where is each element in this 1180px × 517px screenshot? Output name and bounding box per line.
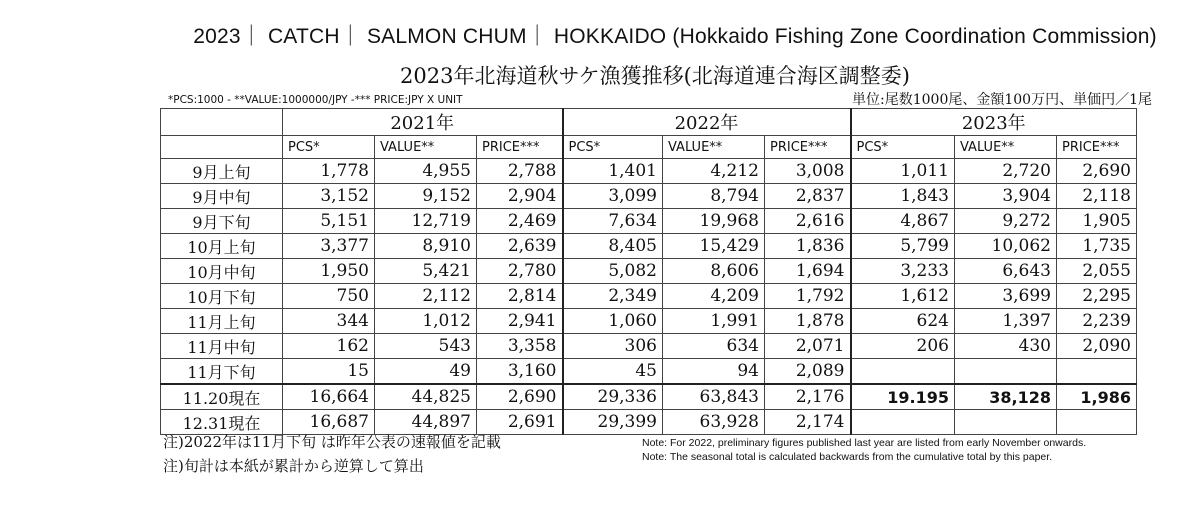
table-row xyxy=(161,284,1137,309)
data-cell: 3,160 xyxy=(477,359,563,385)
metric-header: PRICE*** xyxy=(477,136,563,159)
row-label-jp: 10月中旬 xyxy=(161,259,283,284)
data-cell: 1,986 xyxy=(1057,384,1137,410)
row-label-jp: 11月上旬 xyxy=(161,309,283,334)
data-cell: 5,082 xyxy=(563,259,663,284)
table-row xyxy=(161,359,1137,385)
data-cell xyxy=(851,410,955,435)
data-cell: 8,405 xyxy=(563,234,663,259)
data-cell: 1,011 xyxy=(851,159,955,184)
data-cell: 2,904 xyxy=(477,184,563,209)
data-cell: 5,421 xyxy=(375,259,477,284)
data-cell: 750 xyxy=(283,284,375,309)
note-jp-1: 注)2022年は11月下旬 は昨年公表の速報値を記載 xyxy=(163,433,501,451)
data-cell: 1,612 xyxy=(851,284,955,309)
units-legend-japanese: 単位:尾数1000尾、金額100万円、単価円／1尾 xyxy=(852,92,1152,108)
note-en-1: Note: For 2022, preliminary figures published last year are listed from early November onwards. xyxy=(642,437,1087,449)
data-cell: 5,799 xyxy=(851,234,955,259)
metric-header: PCS* xyxy=(851,136,955,159)
data-cell: 10,062 xyxy=(955,234,1057,259)
data-cell: 162 xyxy=(283,334,375,359)
data-cell: 1,950 xyxy=(283,259,375,284)
data-cell: 29,336 xyxy=(563,384,663,410)
data-cell: 2,055 xyxy=(1057,259,1137,284)
units-legend-english: *PCS:1000 - **VALUE:1000000/JPY -*** PRICE:JPY X UNIT xyxy=(168,94,463,106)
data-cell: 2,089 xyxy=(765,359,851,385)
row-label-jp: 10月上旬 xyxy=(161,234,283,259)
note-en-2: Note: The seasonal total is calculated backwards from the cumulative total by this paper. xyxy=(642,451,1053,463)
data-cell: 1,991 xyxy=(663,309,765,334)
data-cell: 1,778 xyxy=(283,159,375,184)
data-cell: 1,792 xyxy=(765,284,851,309)
data-cell: 15 xyxy=(283,359,375,385)
data-cell: 1,843 xyxy=(851,184,955,209)
note-jp-2: 注)旬計は本紙が累計から逆算して算出 xyxy=(163,457,424,475)
corner-cell xyxy=(161,109,283,136)
metric-header: VALUE** xyxy=(663,136,765,159)
data-cell xyxy=(955,359,1057,385)
row-label-jp: 11月下旬 xyxy=(161,359,283,385)
japanese-title: 2023年北海道秋サケ漁獲推移(北海道連合海区調整委) xyxy=(400,64,910,88)
data-cell: 2,349 xyxy=(563,284,663,309)
data-cell: 1,694 xyxy=(765,259,851,284)
year-header: 2023年 xyxy=(851,109,1137,136)
table-row xyxy=(161,309,1137,334)
data-cell: 3,008 xyxy=(765,159,851,184)
data-cell: 2,469 xyxy=(477,209,563,234)
data-cell: 63,928 xyxy=(663,410,765,435)
data-cell: 9,152 xyxy=(375,184,477,209)
data-cell: 19,968 xyxy=(663,209,765,234)
data-cell: 2,239 xyxy=(1057,309,1137,334)
metric-header: VALUE** xyxy=(955,136,1057,159)
data-cell: 6,643 xyxy=(955,259,1057,284)
row-label-jp: 11月中旬 xyxy=(161,334,283,359)
metric-header: VALUE** xyxy=(375,136,477,159)
row-label-jp: 9月下旬 xyxy=(161,209,283,234)
data-cell: 624 xyxy=(851,309,955,334)
data-cell: 1,878 xyxy=(765,309,851,334)
data-cell: 2,090 xyxy=(1057,334,1137,359)
row-label-jp: 9月中旬 xyxy=(161,184,283,209)
data-cell: 2,691 xyxy=(477,410,563,435)
data-cell: 2,720 xyxy=(955,159,1057,184)
data-cell: 5,151 xyxy=(283,209,375,234)
data-cell: 2,780 xyxy=(477,259,563,284)
metric-header: PRICE*** xyxy=(1057,136,1137,159)
data-cell: 2,941 xyxy=(477,309,563,334)
data-cell: 1,905 xyxy=(1057,209,1137,234)
year-header: 2022年 xyxy=(563,109,851,136)
metric-header: PCS* xyxy=(563,136,663,159)
table-row xyxy=(161,259,1137,284)
data-cell: 19.195 xyxy=(851,384,955,410)
data-cell: 430 xyxy=(955,334,1057,359)
data-cell: 1,401 xyxy=(563,159,663,184)
table-row xyxy=(161,184,1137,209)
data-cell: 1,836 xyxy=(765,234,851,259)
data-cell: 3,904 xyxy=(955,184,1057,209)
row-label-jp: 12.31現在 xyxy=(161,410,283,435)
data-cell: 1,735 xyxy=(1057,234,1137,259)
data-cell: 2,814 xyxy=(477,284,563,309)
data-cell xyxy=(851,359,955,385)
data-cell: 45 xyxy=(563,359,663,385)
data-cell: 63,843 xyxy=(663,384,765,410)
data-cell: 3,152 xyxy=(283,184,375,209)
data-cell: 2,837 xyxy=(765,184,851,209)
page-heading: 2023｜ CATCH｜ SALMON CHUM｜ HOKKAIDO (Hokkaido Fishing Zone Coordination Commission) xyxy=(193,25,1157,48)
data-cell xyxy=(1057,359,1137,385)
table-row xyxy=(161,209,1137,234)
data-cell: 4,955 xyxy=(375,159,477,184)
data-cell: 634 xyxy=(663,334,765,359)
data-cell: 2,690 xyxy=(477,384,563,410)
data-cell: 2,788 xyxy=(477,159,563,184)
data-cell: 9,272 xyxy=(955,209,1057,234)
data-cell: 2,295 xyxy=(1057,284,1137,309)
row-label-jp: 10月下旬 xyxy=(161,284,283,309)
data-cell: 2,174 xyxy=(765,410,851,435)
metric-header: PCS* xyxy=(283,136,375,159)
data-cell: 2,112 xyxy=(375,284,477,309)
data-cell: 8,794 xyxy=(663,184,765,209)
row-label-jp: 11.20現在 xyxy=(161,384,283,410)
data-cell: 1,397 xyxy=(955,309,1057,334)
data-cell: 94 xyxy=(663,359,765,385)
catch-table xyxy=(160,108,1137,435)
data-cell: 3,377 xyxy=(283,234,375,259)
data-cell: 8,910 xyxy=(375,234,477,259)
data-cell: 3,099 xyxy=(563,184,663,209)
data-cell: 2,071 xyxy=(765,334,851,359)
corner-cell xyxy=(161,136,283,159)
data-cell: 344 xyxy=(283,309,375,334)
table-row xyxy=(161,384,1137,410)
data-cell: 3,233 xyxy=(851,259,955,284)
row-label-jp: 9月上旬 xyxy=(161,159,283,184)
data-cell: 2,616 xyxy=(765,209,851,234)
data-cell: 44,825 xyxy=(375,384,477,410)
data-cell: 206 xyxy=(851,334,955,359)
metric-header: PRICE*** xyxy=(765,136,851,159)
data-cell: 3,699 xyxy=(955,284,1057,309)
data-cell: 1,012 xyxy=(375,309,477,334)
data-cell: 3,358 xyxy=(477,334,563,359)
data-cell: 12,719 xyxy=(375,209,477,234)
data-cell: 1,060 xyxy=(563,309,663,334)
data-cell: 2,639 xyxy=(477,234,563,259)
data-cell: 4,867 xyxy=(851,209,955,234)
data-cell xyxy=(955,410,1057,435)
data-cell: 4,209 xyxy=(663,284,765,309)
year-header: 2021年 xyxy=(283,109,563,136)
data-cell: 15,429 xyxy=(663,234,765,259)
data-cell: 44,897 xyxy=(375,410,477,435)
data-cell: 7,634 xyxy=(563,209,663,234)
data-cell: 4,212 xyxy=(663,159,765,184)
table-row xyxy=(161,159,1137,184)
data-cell: 49 xyxy=(375,359,477,385)
data-cell: 2,176 xyxy=(765,384,851,410)
data-cell: 2,118 xyxy=(1057,184,1137,209)
table-row xyxy=(161,334,1137,359)
table-row xyxy=(161,234,1137,259)
data-cell: 2,690 xyxy=(1057,159,1137,184)
data-cell: 29,399 xyxy=(563,410,663,435)
data-cell: 16,687 xyxy=(283,410,375,435)
data-cell: 306 xyxy=(563,334,663,359)
data-cell: 543 xyxy=(375,334,477,359)
data-cell: 8,606 xyxy=(663,259,765,284)
data-cell: 38,128 xyxy=(955,384,1057,410)
data-cell: 16,664 xyxy=(283,384,375,410)
data-cell xyxy=(1057,410,1137,435)
